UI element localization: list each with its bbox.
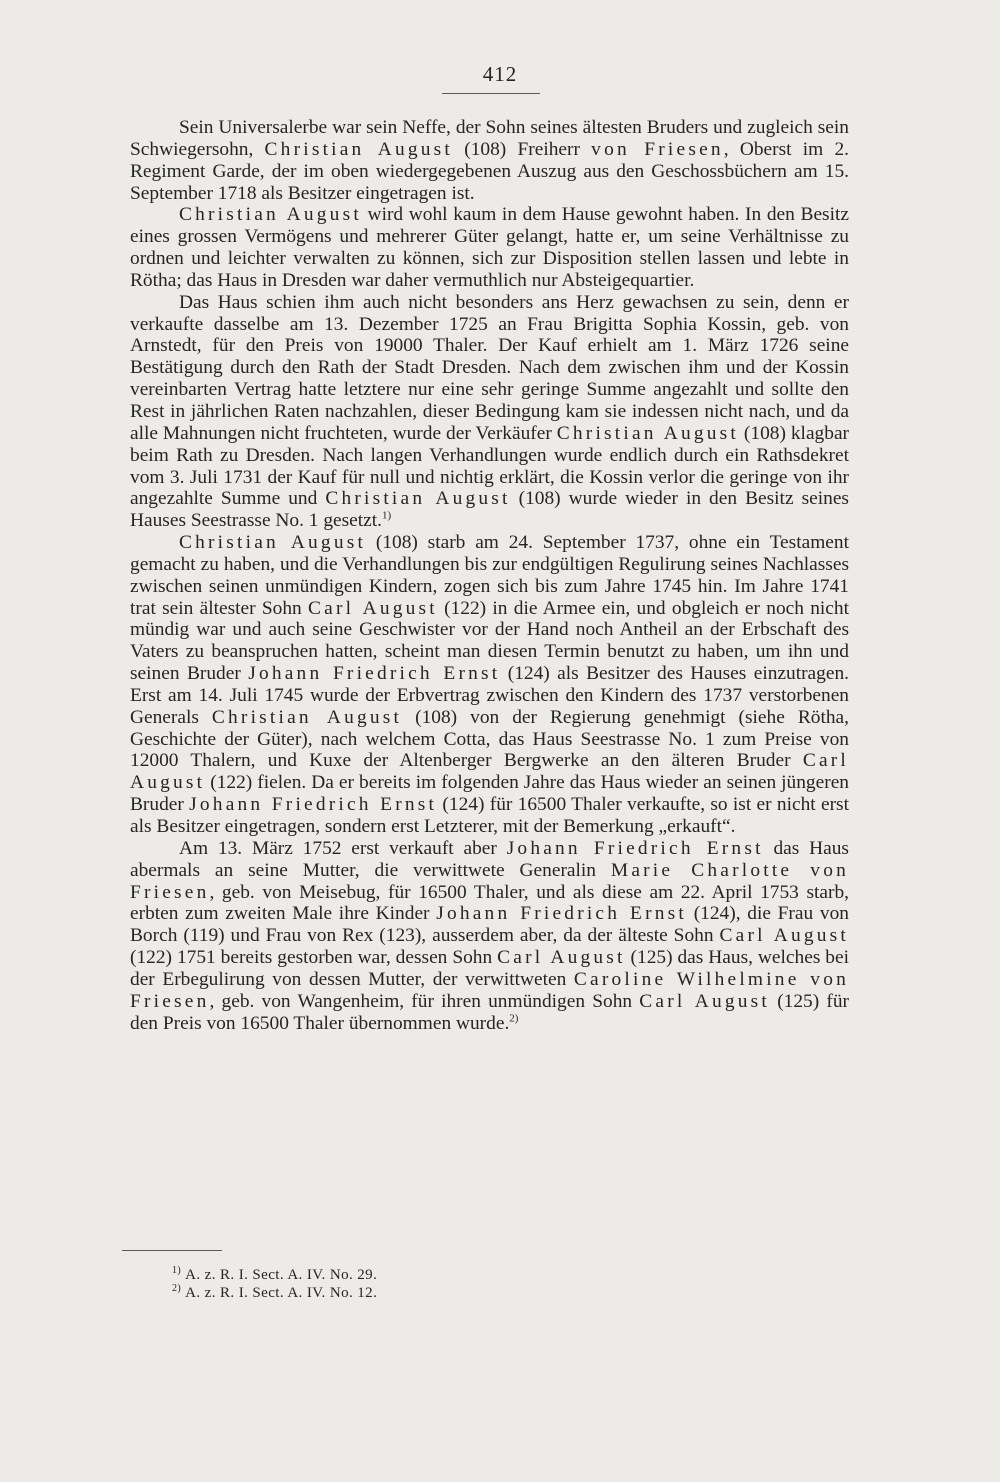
text-run: , geb. von Meisebug, für 16500 Thaler, und als diese am 22. April 1753 starb, erbten zum zweiten Male ihre Kinder — [130, 881, 849, 925]
spaced-name: Johann Friedrich Ernst — [189, 794, 438, 816]
footnote-2 — [172, 1284, 377, 1302]
spaced-name: Caroline Wilhelmine von Friesen — [130, 968, 849, 1012]
text-run: das Haus abermals an seine Mutter, die verwittwete Generalin — [130, 837, 849, 881]
spaced-name: Christian August — [179, 204, 362, 226]
text-run: , Oberst im 2. Regiment Garde, der im oben wiedergegebenen Auszug aus den Geschossbüchern am 15. September 1718 als Besitzer eingetragen ist. — [130, 138, 849, 204]
text-run: (122) 1751 bereits gestorben war, dessen Sohn — [130, 947, 498, 969]
spaced-name: Johann Friedrich Ernst — [506, 837, 764, 859]
footnote-rule — [122, 1250, 222, 1251]
spaced-name: Christian August — [556, 422, 739, 444]
footnote-1 — [172, 1266, 377, 1284]
spaced-name: Marie Charlotte von Friesen — [130, 859, 849, 903]
text-run: wird wohl kaum in dem Hause gewohnt haben. In den Besitz eines grossen Vermögens und mehrerer Güter gelangt, hatte er, um seine Verhältnisse zu ordnen und leichter verwalten zu können, sich zur Disposition stellen lassen und lebte in Rötha; das Haus in Dresden war daher vermuthlich nur Absteigequartier. — [130, 204, 849, 291]
spaced-name: Carl August — [130, 750, 849, 794]
text-run: (108) klagbar beim Rath zu Dresden. Nach langen Verhandlungen wurde endlich durch ein Rathsdekret vom 3. Juli 1731 der Kauf für null und nichtig erklärt, die Kossin verlor die geringe von ihr angezahlte Summe und — [130, 422, 850, 510]
body-text — [130, 117, 849, 1034]
text-run: (122) fielen. Da er bereits im folgenden Jahre das Haus wieder an seinen jüngeren Bruder — [130, 772, 849, 816]
footnotes — [172, 1266, 377, 1302]
text-run: Das Haus schien ihm auch nicht besonders ans Herz gewachsen zu sein, denn er verkaufte dasselbe am 13. Dezember 1725 an Frau Brigitta Sophia Kossin, geb. von Arnstedt, für den Preis von 19000 Thaler. Der Kauf erhielt am 1. März 1726 seine Bestätigung durch den Rath der Stadt Dresden. Nach dem zwischen ihm und der Kossin vereinbarten Vertrag hatte letztere nur eine sehr geringe Summe angezahlt und sollte den Rest in jährlichen Raten nachzahlen, dieser Bedingung kam sie indessen nicht nach, und da alle Mahnungen nicht fruchteten, wurde der Verkäufer — [130, 291, 849, 444]
text-run: (125) für den Preis von 16500 Thaler übernommen wurde. — [130, 990, 849, 1034]
text-run: (108) wurde wieder in den Besitz seines Hauses Seestrasse No. 1 gesetzt. — [130, 488, 849, 532]
spaced-name: Carl August — [308, 597, 438, 619]
header-rule — [442, 93, 540, 94]
paragraph — [130, 204, 849, 291]
paragraph — [130, 117, 849, 204]
text-run: (108) Freiherr — [453, 138, 592, 160]
text-run: Am 13. März 1752 erst verkauft aber — [179, 837, 507, 859]
footnote-mark: 2) — [172, 1283, 182, 1294]
spaced-name: von Friesen — [591, 138, 724, 160]
text-run: (108) starb am 24. September 1737, ohne ein Testament gemacht zu haben, und die Verhandlungen bis zur endgültigen Regulirung seines Nachlasses zwischen seinen unmündigen Kindern, zogen sich bis zum Jahre 1745 hin. Im Jahre 1741 trat sein ältester Sohn — [130, 532, 849, 619]
spaced-name: Christian August — [325, 488, 511, 510]
footnote-text: A. z. R. I. Sect. A. IV. No. 29. — [185, 1267, 378, 1283]
spaced-name: Christian August — [179, 532, 367, 554]
spaced-name: Johann Friedrich Ernst — [436, 903, 687, 925]
text-run: (124) für 16500 Thaler verkaufte, so ist er nicht erst als Besitzer eingetragen, sondern erst Letzterer, mit der Bemerkung „erkauft“. — [130, 794, 849, 837]
spaced-name: Carl August — [639, 990, 771, 1012]
text-run: (124), die Frau von Borch (119) und Frau von Rex (123), ausserdem aber, da der älteste Sohn — [130, 903, 849, 947]
footnote-reference: 1) — [382, 509, 392, 522]
text-run: (125) das Haus, welches bei der Erbegulirung von dessen Mutter, der verwittweten — [130, 947, 849, 990]
footnote-mark: 1) — [172, 1265, 182, 1276]
text-run: (124) als Besitzer des Hauses einzutragen. Erst am 14. Juli 1745 wurde der Erbvertrag zwischen den Kindern des 1737 verstorbenen Generals — [130, 663, 850, 728]
footnote-text: A. z. R. I. Sect. A. IV. No. 12. — [185, 1285, 378, 1301]
paragraph — [130, 838, 849, 1035]
spaced-name: Christian August — [264, 138, 454, 160]
spaced-name: Johann Friedrich Ernst — [248, 663, 501, 685]
text-run: (108) von der Regierung genehmigt (siehe Rötha, Geschichte der Güter), nach welchem Cotta, das Haus Seestrasse No. 1 zum Preise von 12000 Thalern, und Kuxe der Altenberger Bergwerke an den älteren Bruder — [130, 706, 849, 772]
paragraph — [130, 532, 849, 838]
text-run: (122) in die Armee ein, und obgleich er noch nicht mündig war und auch seine Geschwister vor der Hand noch Antheil an der Erbschaft des Vaters zu beanspruchen hatten, scheint man diesen Termin benutzt zu haben, um ihn und seinen Bruder — [130, 597, 849, 685]
footnote-reference: 2) — [509, 1012, 519, 1025]
spaced-name: Carl August — [497, 947, 626, 969]
paragraph — [130, 292, 849, 532]
text-run: Sein Universalerbe war sein Neffe, der Sohn seines ältesten Bruders und zugleich sein Schwiegersohn, — [130, 117, 849, 160]
spaced-name: Christian August — [211, 706, 403, 728]
spaced-name: Carl August — [719, 925, 849, 947]
page-number: 412 — [482, 62, 518, 86]
text-run: , geb. von Wangenheim, für ihren unmündigen Sohn — [209, 990, 640, 1012]
